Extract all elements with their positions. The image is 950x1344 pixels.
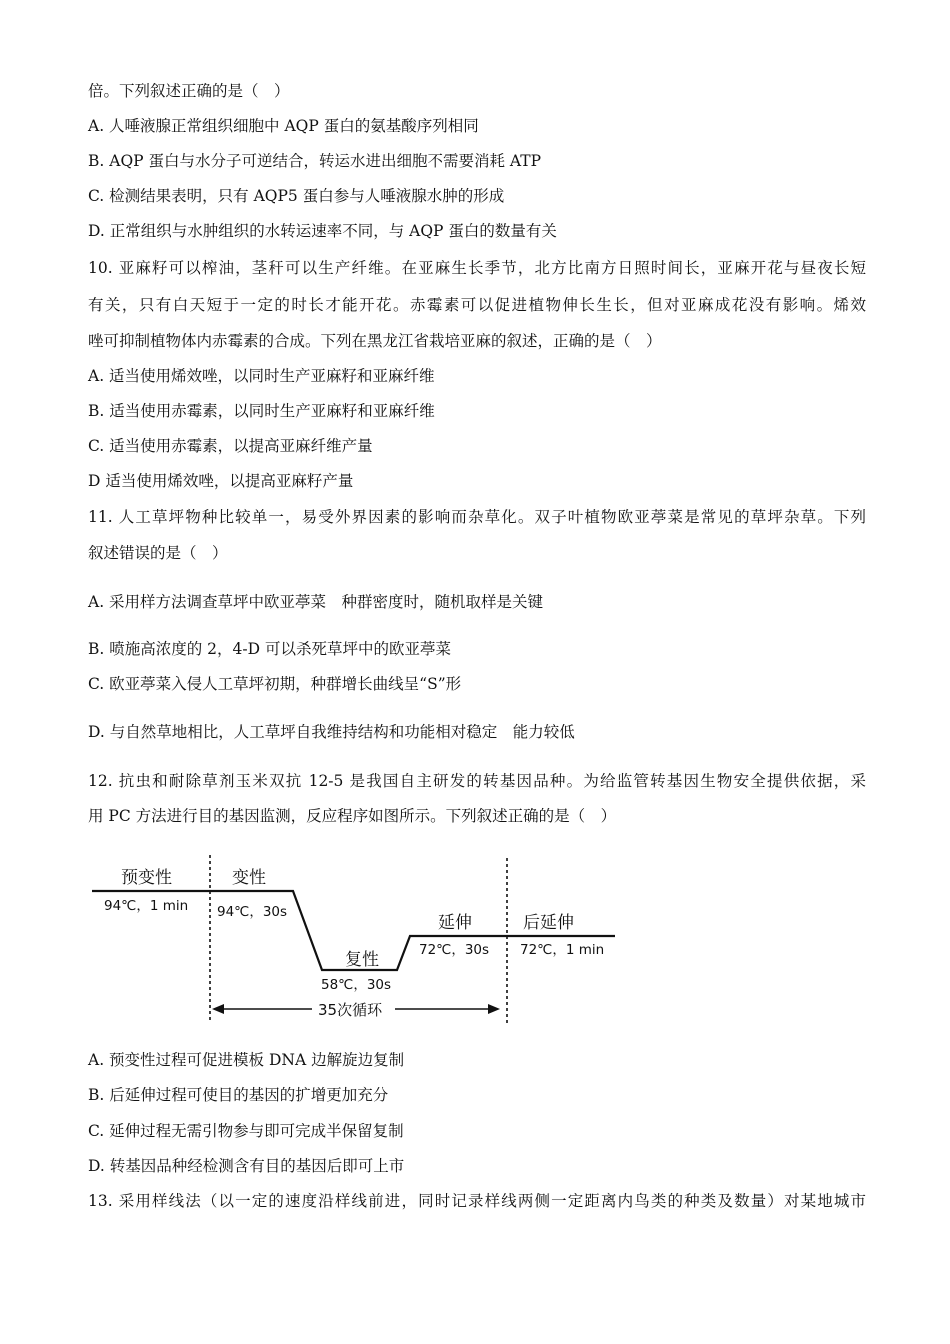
- q10-option-d: D 适当使用烯效唑，以提高亚麻籽产量: [88, 472, 354, 490]
- q12-option-c: C. 延伸过程无需引物参与即可完成半保留复制: [88, 1122, 404, 1140]
- q11-option-b: B. 喷施高浓度的 2，4-D 可以杀死草坪中的欧亚葶菜: [88, 640, 451, 658]
- q12-stem-line-2: 用 PC 方法进行目的基因监测，反应程序如图所示。下列叙述正确的是（ ）: [88, 807, 617, 825]
- q10-stem-line-3: 唑可抑制植物体内赤霉素的合成。下列在黑龙江省栽培亚麻的叙述，正确的是（ ）: [88, 332, 662, 350]
- q12-option-d: D. 转基因品种经检测含有目的基因后即可上市: [88, 1157, 405, 1175]
- q9-option-c: C. 检测结果表明，只有 AQP5 蛋白参与人唾液腺水肿的形成: [88, 187, 505, 205]
- q12-option-b: B. 后延伸过程可使目的基因的扩增更加充分: [88, 1086, 389, 1104]
- cycle-arrow-right-head: [488, 1004, 500, 1014]
- denature-condition: 94℃，30s: [217, 904, 288, 920]
- final-extend-label: 后延伸: [523, 913, 574, 933]
- q11-stem-line-1: 11. 人工草坪物种比较单一，易受外界因素的影响而杂草化。双子叶植物欧亚葶菜是常见的草坪杂草。下列: [88, 508, 866, 526]
- cycles-label: 35次循环: [318, 1001, 383, 1019]
- q11-stem-line-2: 叙述错误的是（ ）: [88, 544, 228, 562]
- q11-option-d: D. 与自然草地相比，人工草坪自我维持结构和功能相对稳定 能力较低: [88, 723, 575, 741]
- q10-stem-line-1: 10. 亚麻籽可以榨油，茎秆可以生产纤维。在亚麻生长季节，北方比南方日照时间长，亚麻开花与昼夜长短: [88, 259, 866, 277]
- q12-stem-line-1: 12. 抗虫和耐除草剂玉米双抗 12-5 是我国自主研发的转基因品种。为给监管转基因生物安全提供依据，采: [88, 772, 866, 790]
- q9-option-d: D. 正常组织与水肿组织的水转运速率不同，与 AQP 蛋白的数量有关: [88, 222, 557, 240]
- q10-option-c: C. 适当使用赤霉素，以提高亚麻纤维产量: [88, 437, 373, 455]
- pre-denature-label: 预变性: [121, 868, 172, 888]
- anneal-condition: 58℃，30s: [321, 977, 392, 993]
- final-extend-condition: 72℃，1 min: [520, 942, 605, 958]
- denature-label: 变性: [232, 868, 266, 888]
- anneal-label: 复性: [345, 950, 379, 970]
- q13-stem-line-1: 13. 采用样线法（以一定的速度沿样线前进，同时记录样线两侧一定距离内鸟类的种类及数量）对某地城市: [88, 1192, 866, 1210]
- q9-stem-end: 倍。下列叙述正确的是（ ）: [88, 82, 290, 100]
- q9-option-a: A. 人唾液腺正常组织细胞中 AQP 蛋白的氨基酸序列相同: [88, 117, 479, 135]
- q10-stem-line-2: 有关，只有白天短于一定的时长才能开花。赤霉素可以促进植物伸长生长，但对亚麻成花没有影响。烯效: [88, 296, 866, 314]
- q10-option-b: B. 适当使用赤霉素，以同时生产亚麻籽和亚麻纤维: [88, 402, 435, 420]
- q10-option-a: A. 适当使用烯效唑，以同时生产亚麻籽和亚麻纤维: [88, 367, 435, 385]
- q11-option-c: C. 欧亚葶菜入侵人工草坪初期，种群增长曲线呈“S”形: [88, 675, 462, 693]
- q12-option-a: A. 预变性过程可促进模板 DNA 边解旋边复制: [88, 1051, 405, 1069]
- q9-option-b: B. AQP 蛋白与水分子可逆结合，转运水进出细胞不需要消耗 ATP: [88, 152, 542, 170]
- extend-label: 延伸: [438, 913, 472, 933]
- cycle-arrow-left-head: [212, 1004, 224, 1014]
- extend-condition: 72℃，30s: [419, 942, 490, 958]
- pre-denature-condition: 94℃，1 min: [104, 898, 189, 914]
- q11-option-a: A. 采用样方法调查草坪中欧亚葶菜 种群密度时，随机取样是关键: [88, 593, 544, 611]
